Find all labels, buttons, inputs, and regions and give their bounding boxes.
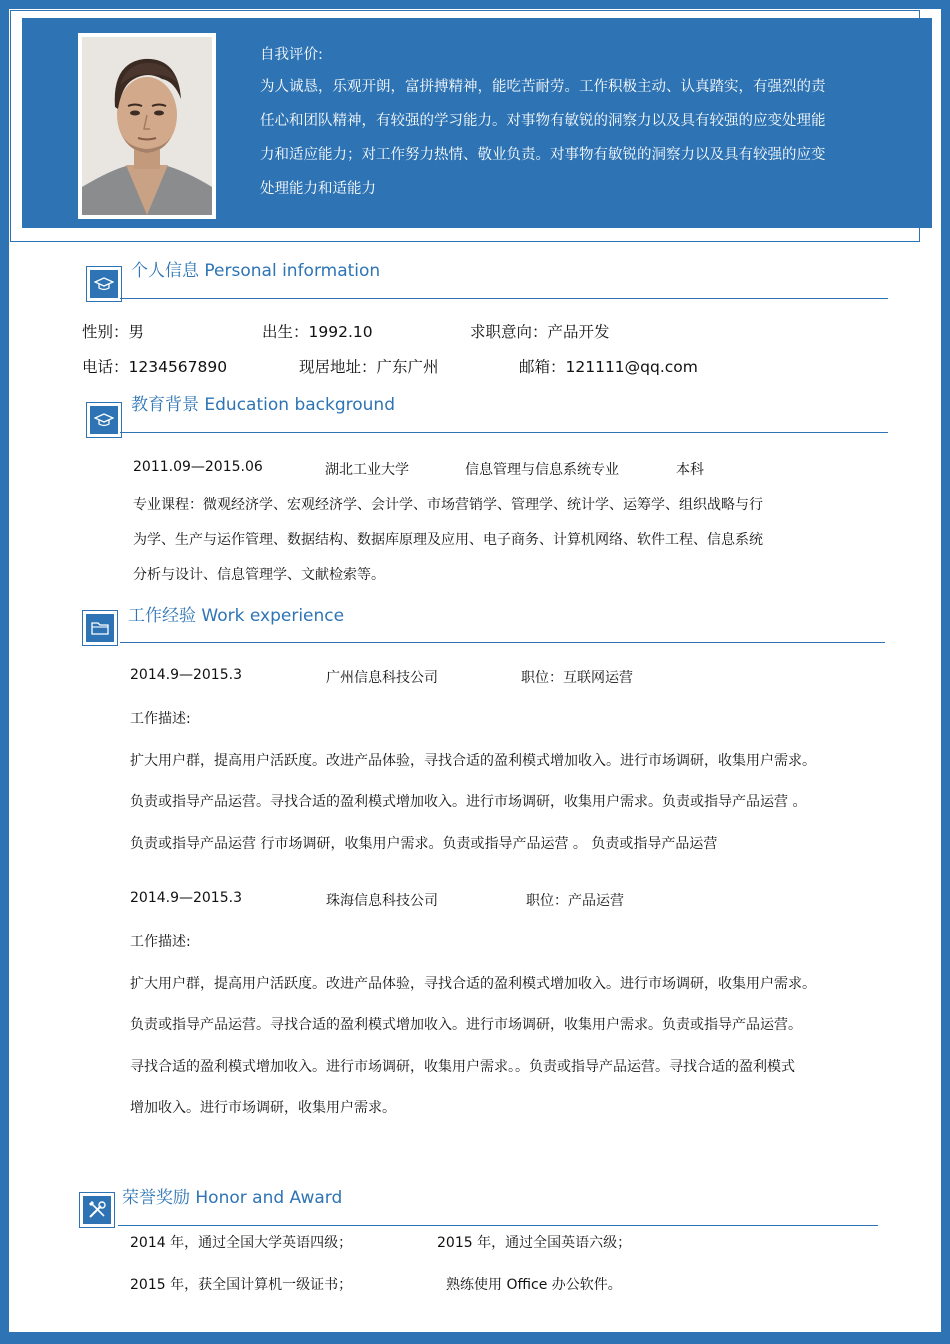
job-desc-line: 负责或指导产品运营 行市场调研，收集用户需求。负责或指导产品运营 。 负责或指导产品运营 — [130, 836, 718, 852]
education-courses-line: 分析与设计、信息管理学、文献检索等。 — [133, 567, 385, 583]
education-courses-line: 为学、生产与运作管理、数据结构、数据库原理及应用、电子商务、计算机网络、软件工程、信息系统 — [133, 532, 763, 548]
honor-item: 熟练使用 Office 办公软件。 — [446, 1277, 622, 1293]
graduation-cap-icon — [94, 274, 114, 294]
job-desc-line: 扩大用户群，提高用户活跃度。改进产品体验，寻找合适的盈利模式增加收入。进行市场调研，收集用户需求。 — [130, 976, 816, 992]
job-position: 职位：产品运营 — [526, 893, 624, 909]
education-courses-line: 专业课程：微观经济学、宏观经济学、会计学、市场营销学、管理学、统计学、运筹学、组织战略与行 — [133, 497, 763, 513]
job-desc-label: 工作描述: — [130, 934, 191, 950]
graduation-cap-icon — [94, 410, 114, 430]
education-major: 信息管理与信息系统专业 — [465, 462, 619, 478]
job-intent-field: 求职意向：产品开发 — [470, 323, 610, 341]
education-school: 湖北工业大学 — [325, 462, 409, 478]
job-desc-line: 负责或指导产品运营。寻找合适的盈利模式增加收入。进行市场调研，收集用户需求。负责或指导产品运营。 — [130, 1017, 802, 1033]
personal-section-divider — [120, 298, 888, 299]
profile-photo — [78, 33, 216, 219]
honor-section-divider — [118, 1225, 878, 1226]
education-degree: 本科 — [676, 462, 704, 478]
work-section-icon — [82, 610, 118, 646]
job-period: 2014.9—2015.3 — [130, 890, 242, 906]
self-evaluation-title: 自我评价: — [260, 47, 323, 63]
education-section-icon — [86, 402, 122, 438]
folder-icon — [90, 618, 110, 638]
self-evaluation — [260, 42, 890, 206]
job-desc-line: 扩大用户群，提高用户活跃度。改进产品体验，寻找合适的盈利模式增加收入。进行市场调研，收集用户需求。 — [130, 753, 816, 769]
gender-field: 性别：男 — [82, 323, 145, 341]
job-desc-line: 寻找合适的盈利模式增加收入。进行市场调研，收集用户需求。。负责或指导产品运营。寻找合适的盈利模式 — [130, 1059, 795, 1075]
honor-item: 2014 年，通过全国大学英语四级； — [130, 1235, 353, 1251]
education-period: 2011.09—2015.06 — [133, 459, 263, 475]
job-company: 珠海信息科技公司 — [326, 893, 438, 909]
job-position: 职位：互联网运营 — [521, 670, 633, 686]
education-section-divider — [120, 432, 888, 433]
honor-section-icon — [79, 1192, 115, 1228]
address-field: 现居地址：广东广州 — [299, 358, 439, 376]
job-period: 2014.9—2015.3 — [130, 667, 242, 683]
self-evaluation-line: 处理能力和适能力 — [260, 181, 376, 197]
tools-icon — [87, 1200, 107, 1220]
job-desc-line: 增加收入。进行市场调研，收集用户需求。 — [130, 1100, 396, 1116]
honor-item: 2015 年，通过全国英语六级； — [437, 1235, 632, 1251]
email-field: 邮箱：121111@qq.com — [519, 358, 698, 376]
work-section-title: 工作经验 Work experience — [128, 606, 345, 626]
honor-section-title: 荣誉奖励 Honor and Award — [122, 1188, 343, 1208]
job-desc-label: 工作描述: — [130, 711, 191, 727]
birth-field: 出生：1992.10 — [262, 323, 373, 341]
education-section-title: 教育背景 Education background — [131, 395, 395, 415]
honor-item: 2015 年，获全国计算机一级证书； — [130, 1277, 353, 1293]
job-company: 广州信息科技公司 — [326, 670, 438, 686]
personal-section-icon — [86, 266, 122, 302]
self-evaluation-line: 力和适应能力；对工作努力热情、敬业负责。对事物有敏锐的洞察力以及具有较强的应变 — [260, 147, 826, 163]
job-desc-line: 负责或指导产品运营。寻找合适的盈利模式增加收入。进行市场调研，收集用户需求。负责或指导产品运营 。 — [130, 794, 807, 810]
work-section-divider — [120, 642, 885, 643]
self-evaluation-line: 任心和团队精神，有较强的学习能力。对事物有敏锐的洞察力以及具有较强的应变处理能 — [260, 113, 826, 129]
self-evaluation-line: 为人诚恳，乐观开朗，富拼搏精神，能吃苦耐劳。工作积极主动、认真踏实，有强烈的责 — [260, 79, 826, 95]
phone-field: 电话：1234567890 — [82, 358, 228, 376]
personal-section-title: 个人信息 Personal information — [131, 261, 381, 281]
